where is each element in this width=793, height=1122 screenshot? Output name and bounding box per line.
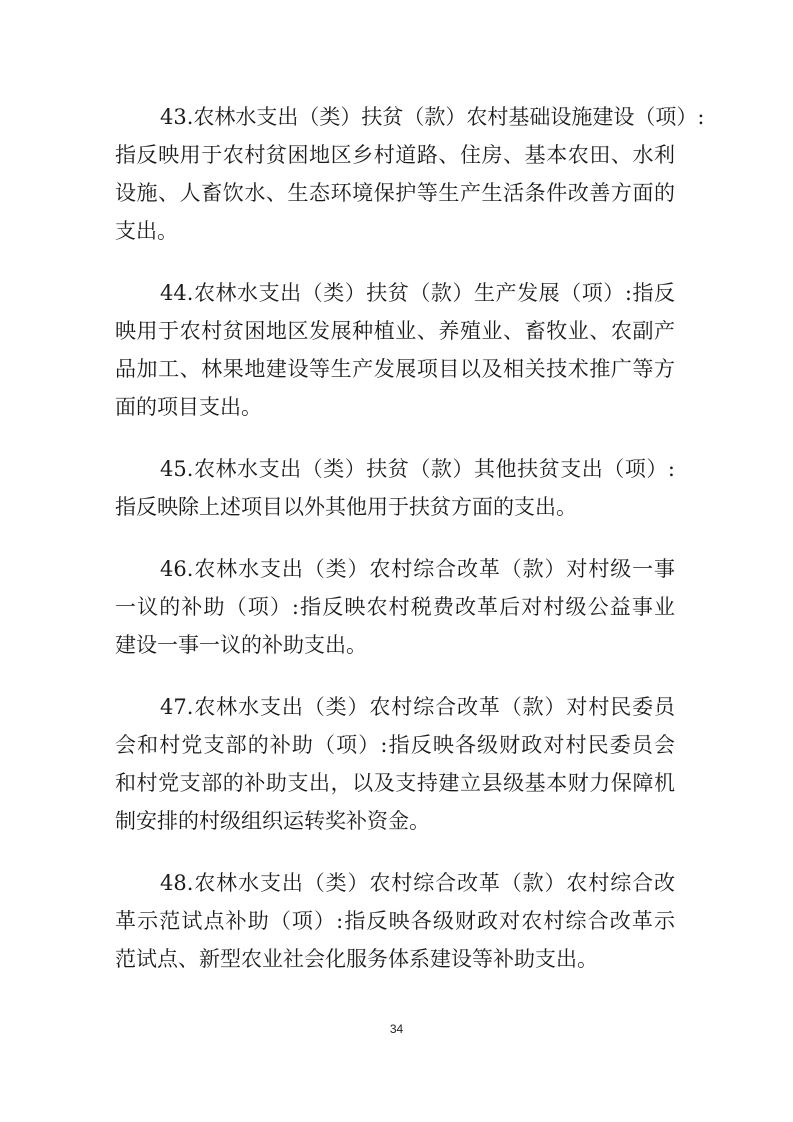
paragraph-line: 会和村党支部的补助（项）:指反映各级财政对村民委员会 (115, 733, 675, 757)
paragraph-line: 和村党支部的补助支出，以及支持建立县级基本财力保障机 (115, 771, 675, 795)
page-number: 34 (389, 1022, 404, 1036)
paragraph-line: 44.农林水支出（类）扶贫（款）生产发展（项）:指反 (160, 281, 675, 305)
paragraph-line: 支出。 (115, 219, 178, 243)
paragraph-line: 范试点、新型农业社会化服务体系建设等补助支出。 (115, 947, 598, 971)
paragraph-46 (115, 550, 675, 664)
paragraph-line: 映用于农村贫困地区发展种植业、养殖业、畜牧业、农副产 (115, 319, 675, 343)
paragraph-line: 48.农林水支出（类）农村综合改革（款）农村综合改 (160, 871, 675, 895)
paragraph-line: 43.农林水支出（类）扶贫（款）农村基础设施建设（项）: (160, 105, 705, 129)
paragraph-line: 45.农林水支出（类）扶贫（款）其他扶贫支出（项）: (160, 457, 675, 481)
paragraph-line: 46.农林水支出（类）农村综合改革（款）对村级一事 (160, 557, 675, 581)
paragraph-44 (115, 274, 675, 426)
paragraph-line: 革示范试点补助（项）:指反映各级财政对农村综合改革示 (115, 909, 675, 933)
paragraph-line: 面的项目支出。 (115, 395, 262, 419)
paragraph-line: 一议的补助（项）:指反映农村税费改革后对村级公益事业 (115, 595, 675, 619)
document-body (115, 98, 705, 1002)
paragraph-48 (115, 864, 675, 978)
paragraph-line: 指反映用于农村贫困地区乡村道路、住房、基本农田、水利 (115, 143, 675, 167)
paragraph-line: 建设一事一议的补助支出。 (115, 633, 367, 657)
paragraph-line: 设施、人畜饮水、生态环境保护等生产生活条件改善方面的 (115, 181, 675, 205)
paragraph-43 (115, 98, 705, 250)
paragraph-line: 指反映除上述项目以外其他用于扶贫方面的支出。 (115, 495, 577, 519)
paragraph-line: 制安排的村级组织运转奖补资金。 (115, 809, 430, 833)
paragraph-45 (115, 450, 675, 526)
paragraph-47 (115, 688, 675, 840)
paragraph-line: 47.农林水支出（类）农村综合改革（款）对村民委员 (160, 695, 675, 719)
paragraph-line: 品加工、林果地建设等生产发展项目以及相关技术推广等方 (115, 357, 675, 381)
